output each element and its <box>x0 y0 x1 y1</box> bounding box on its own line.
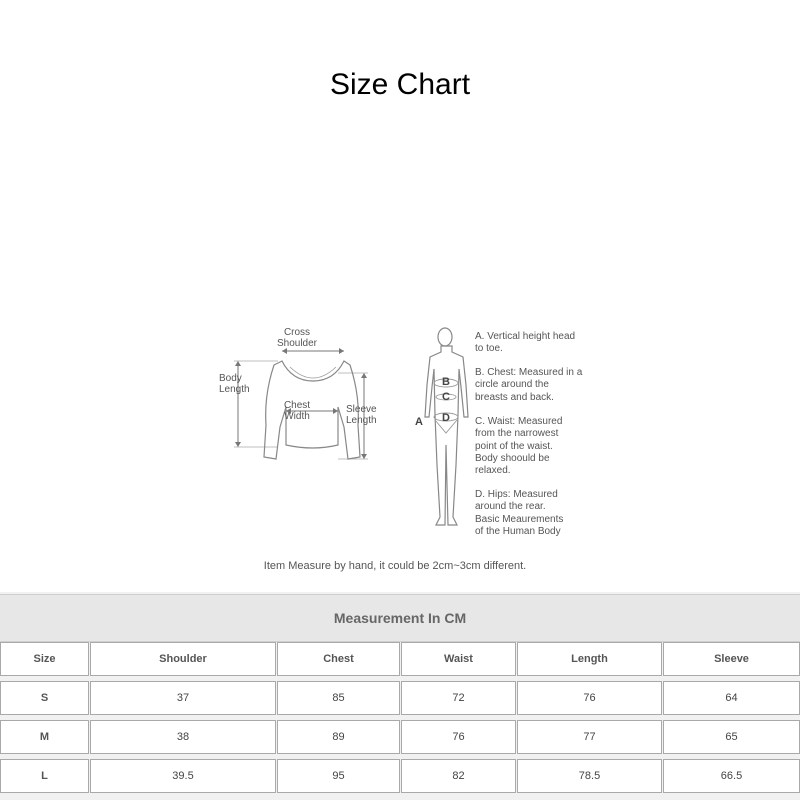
cell-sleeve: 66.5 <box>663 759 800 793</box>
cell-waist: 72 <box>401 681 516 715</box>
cell-chest: 95 <box>277 759 400 793</box>
legend-item-c: C. Waist: Measured from the narrowest point of the waist. Body shoould be relaxed. <box>475 416 563 477</box>
body-length-label: Body Length <box>219 373 250 395</box>
table-row <box>0 720 800 756</box>
size-table <box>0 592 800 800</box>
header-cell-size: Size <box>0 642 89 676</box>
cell-length: 78.5 <box>517 759 662 793</box>
legend-item-b: B. Chest: Measured in a circle around the breasts and back. <box>475 367 583 403</box>
measurement-note: Item Measure by hand, it could be 2cm~3cm different. <box>263 560 527 572</box>
cell-length: 76 <box>517 681 662 715</box>
cell-sleeve: 64 <box>663 681 800 715</box>
cell-chest: 85 <box>277 681 400 715</box>
cell-shoulder: 38 <box>90 720 276 754</box>
body-letter-a: A <box>415 416 423 428</box>
header-cell-length: Length <box>517 642 662 676</box>
sleeve-length-label: Sleeve Length <box>346 404 377 426</box>
cell-size: S <box>0 681 89 715</box>
body-letter-b: B <box>442 376 450 388</box>
cell-chest: 89 <box>277 720 400 754</box>
cell-sleeve: 65 <box>663 720 800 754</box>
cell-waist: 82 <box>401 759 516 793</box>
table-row <box>0 759 800 795</box>
cell-size: L <box>0 759 89 793</box>
cell-size: M <box>0 720 89 754</box>
table-caption: Measurement In CM <box>0 594 800 642</box>
cell-length: 77 <box>517 720 662 754</box>
body-letter-c: C <box>442 391 450 403</box>
legend-item-d: D. Hips: Measured around the rear. Basic Meaurements of the Human Body <box>475 489 564 537</box>
table-row <box>0 681 800 717</box>
page-title: Size Chart <box>329 68 471 101</box>
body-letter-d: D <box>442 412 450 424</box>
header-cell-sleeve: Sleeve <box>663 642 800 676</box>
cell-waist: 76 <box>401 720 516 754</box>
legend-item-a: A. Vertical height head to toe. <box>475 331 576 355</box>
header-cell-shoulder: Shoulder <box>90 642 276 676</box>
measurement-diagram <box>210 320 600 580</box>
table-header-row <box>0 642 800 678</box>
body-figure-illustration <box>418 325 478 535</box>
header-cell-chest: Chest <box>277 642 400 676</box>
cell-shoulder: 37 <box>90 681 276 715</box>
cross-shoulder-label: Cross Shoulder <box>276 327 318 349</box>
cell-shoulder: 39.5 <box>90 759 276 793</box>
chest-width-label: Chest Width <box>283 400 311 422</box>
header-cell-waist: Waist <box>401 642 516 676</box>
